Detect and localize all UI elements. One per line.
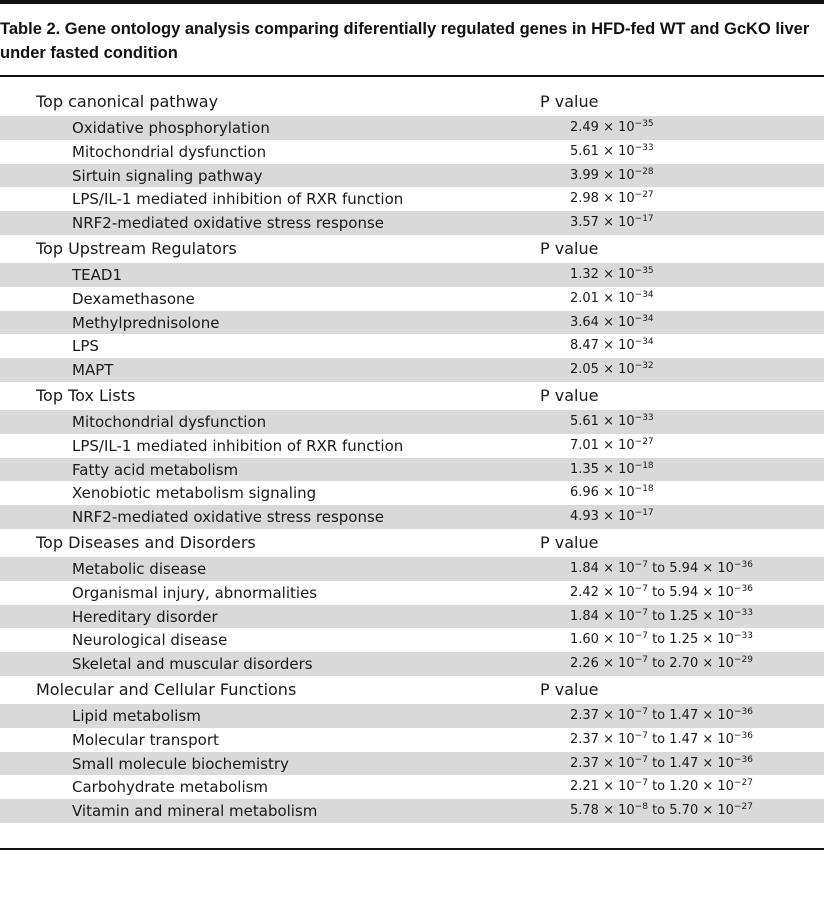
exponent: −7	[634, 607, 648, 618]
term-label: LPS	[72, 337, 99, 356]
table-row	[0, 581, 824, 605]
exponent: −7	[634, 583, 648, 594]
pvalue-column-header: P value	[540, 238, 599, 258]
exponent: −27	[634, 436, 654, 447]
term-label: Lipid metabolism	[72, 706, 201, 725]
table-row	[0, 704, 824, 728]
table-row	[0, 652, 824, 676]
p-value: $5.61 \times 10^{-33}$	[570, 412, 654, 429]
p-value: $5.61 \times 10^{-33}$	[570, 142, 654, 159]
p-value: $3.57 \times 10^{-17}$	[570, 214, 654, 231]
pvalue-column-header: P value	[540, 532, 599, 552]
exponent: −7	[634, 730, 648, 741]
table-row	[0, 410, 824, 434]
exponent: −18	[634, 484, 654, 495]
pvalue-column-header: P value	[540, 92, 599, 111]
top-rule	[0, 0, 824, 4]
table-row	[0, 187, 824, 211]
section-header	[0, 382, 824, 410]
exponent: −7	[634, 655, 648, 666]
exponent: −32	[634, 361, 654, 372]
table-row	[0, 358, 824, 382]
term-label: Sirtuin signaling pathway	[72, 166, 263, 185]
table-row	[0, 434, 824, 458]
section-header	[0, 676, 824, 704]
exponent: −36	[733, 730, 753, 741]
p-value: $2.37 \times 10^{-7}$ to $1.47 \times 10^{-36}$	[570, 730, 753, 747]
p-value: $2.05 \times 10^{-32}$	[570, 361, 654, 378]
exponent: −7	[634, 631, 648, 642]
term-label: Oxidative phosphorylation	[72, 119, 270, 137]
exponent: −18	[634, 460, 654, 471]
term-label: Mitochondrial dysfunction	[72, 412, 267, 431]
table-row	[0, 557, 824, 581]
section-title: Top canonical pathway	[36, 92, 219, 111]
p-value: $3.64 \times 10^{-34}$	[570, 313, 654, 330]
gene-ontology-table	[0, 88, 824, 823]
p-value: $1.60 \times 10^{-7}$ to $1.25 \times 10^{-33}$	[570, 631, 753, 648]
section-title: Top Tox Lists	[36, 385, 136, 405]
term-label: Methylprednisolone	[72, 313, 220, 332]
term-label: LPS/IL-1 mediated inhibition of RXR function	[72, 190, 404, 209]
p-value: $8.47 \times 10^{-34}$	[570, 337, 654, 354]
table-row	[0, 752, 824, 776]
exponent: −35	[634, 265, 654, 276]
exponent: −27	[634, 190, 654, 201]
p-value: $6.96 \times 10^{-18}$	[570, 484, 654, 501]
table-row	[0, 263, 824, 287]
table-row	[0, 287, 824, 311]
term-label: Mitochondrial dysfunction	[72, 142, 267, 161]
exponent: −27	[733, 802, 753, 813]
table-row	[0, 481, 824, 505]
exponent: −8	[634, 802, 648, 813]
section-header	[0, 235, 824, 263]
section-title: Top Upstream Regulators	[36, 238, 237, 258]
exponent: −29	[733, 655, 753, 666]
term-label: Organismal injury, abnormalities	[72, 583, 318, 602]
exponent: −33	[634, 142, 654, 153]
exponent: −7	[634, 778, 648, 789]
exponent: −34	[634, 337, 654, 348]
table-row	[0, 164, 824, 188]
term-label: Hereditary disorder	[72, 607, 218, 626]
section-title: Top Diseases and Disorders	[36, 532, 256, 552]
term-label: Dexamethasone	[72, 289, 195, 308]
exponent: −36	[733, 754, 753, 765]
p-value: $2.26 \times 10^{-7}$ to $2.70 \times 10^{-29}$	[570, 655, 753, 672]
p-value: $1.32 \times 10^{-35}$	[570, 265, 654, 282]
term-label: Xenobiotic metabolism signaling	[72, 484, 317, 503]
p-value: $2.42 \times 10^{-7}$ to $5.94 \times 10^{-36}$	[570, 583, 753, 600]
pvalue-column-header: P value	[540, 385, 599, 405]
exponent: −27	[733, 778, 753, 789]
caption-rule	[0, 75, 824, 77]
p-value: $1.84 \times 10^{-7}$ to $5.94 \times 10^{-36}$	[570, 559, 753, 576]
table-row	[0, 505, 824, 529]
p-value: $7.01 \times 10^{-27}$	[570, 436, 654, 453]
p-value: $2.21 \times 10^{-7}$ to $1.20 \times 10^{-27}$	[570, 778, 753, 795]
section-title: Molecular and Cellular Functions	[36, 679, 297, 699]
p-value: $5.78 \times 10^{-8}$ to $5.70 \times 10^{-27}$	[570, 802, 753, 819]
exponent: −28	[634, 166, 654, 177]
term-label: TEAD1	[72, 265, 122, 284]
p-value: $1.35 \times 10^{-18}$	[570, 460, 654, 477]
bottom-rule	[0, 848, 824, 850]
term-label: Carbohydrate metabolism	[72, 778, 269, 797]
section-header	[0, 529, 824, 557]
exponent: −17	[634, 214, 654, 225]
term-label: NRF2-mediated oxidative stress response	[72, 508, 385, 527]
exponent: −33	[733, 631, 753, 642]
exponent: −33	[634, 412, 654, 423]
exponent: −34	[634, 313, 654, 324]
term-label: LPS/IL-1 mediated inhibition of RXR function	[72, 436, 404, 455]
exponent: −7	[634, 559, 648, 570]
table-caption: Table 2. Gene ontology analysis comparing diferentially regulated genes in HFD-fed WT and GcKO liver under fasted condition	[0, 20, 810, 62]
exponent: −36	[733, 559, 753, 570]
p-value: $2.01 \times 10^{-34}$	[570, 289, 654, 306]
exponent: −17	[634, 508, 654, 519]
term-label: Small molecule biochemistry	[72, 754, 289, 773]
term-label: MAPT	[72, 361, 114, 380]
p-value: $2.98 \times 10^{-27}$	[570, 190, 654, 207]
pvalue-column-header: P value	[540, 679, 599, 699]
term-label: NRF2-mediated oxidative stress response	[72, 214, 385, 233]
term-label: Neurological disease	[72, 631, 228, 650]
table-row	[0, 334, 824, 358]
table-row	[0, 311, 824, 335]
p-value: $2.49 \times 10^{-35}$	[570, 119, 654, 135]
p-value: $2.37 \times 10^{-7}$ to $1.47 \times 10^{-36}$	[570, 754, 753, 771]
table-row	[0, 211, 824, 235]
exponent: −7	[634, 706, 648, 717]
p-value: $2.37 \times 10^{-7}$ to $1.47 \times 10^{-36}$	[570, 706, 753, 723]
exponent: −33	[733, 607, 753, 618]
exponent: −34	[634, 289, 654, 300]
exponent: −36	[733, 706, 753, 717]
exponent: −7	[634, 754, 648, 765]
exponent: −36	[733, 583, 753, 594]
table-row	[0, 458, 824, 482]
section-header	[0, 88, 824, 116]
table-row	[0, 799, 824, 823]
table-row	[0, 140, 824, 164]
p-value: $1.84 \times 10^{-7}$ to $1.25 \times 10^{-33}$	[570, 607, 753, 624]
table-row	[0, 728, 824, 752]
p-value: $4.93 \times 10^{-17}$	[570, 508, 654, 525]
term-label: Skeletal and muscular disorders	[72, 655, 313, 674]
table-row	[0, 116, 824, 140]
table-row	[0, 775, 824, 799]
exponent: −35	[634, 119, 654, 129]
p-value: $3.99 \times 10^{-28}$	[570, 166, 654, 183]
term-label: Vitamin and mineral metabolism	[72, 802, 318, 821]
term-label: Metabolic disease	[72, 559, 207, 578]
table-row	[0, 605, 824, 629]
table-row	[0, 628, 824, 652]
term-label: Fatty acid metabolism	[72, 460, 239, 479]
term-label: Molecular transport	[72, 730, 219, 749]
